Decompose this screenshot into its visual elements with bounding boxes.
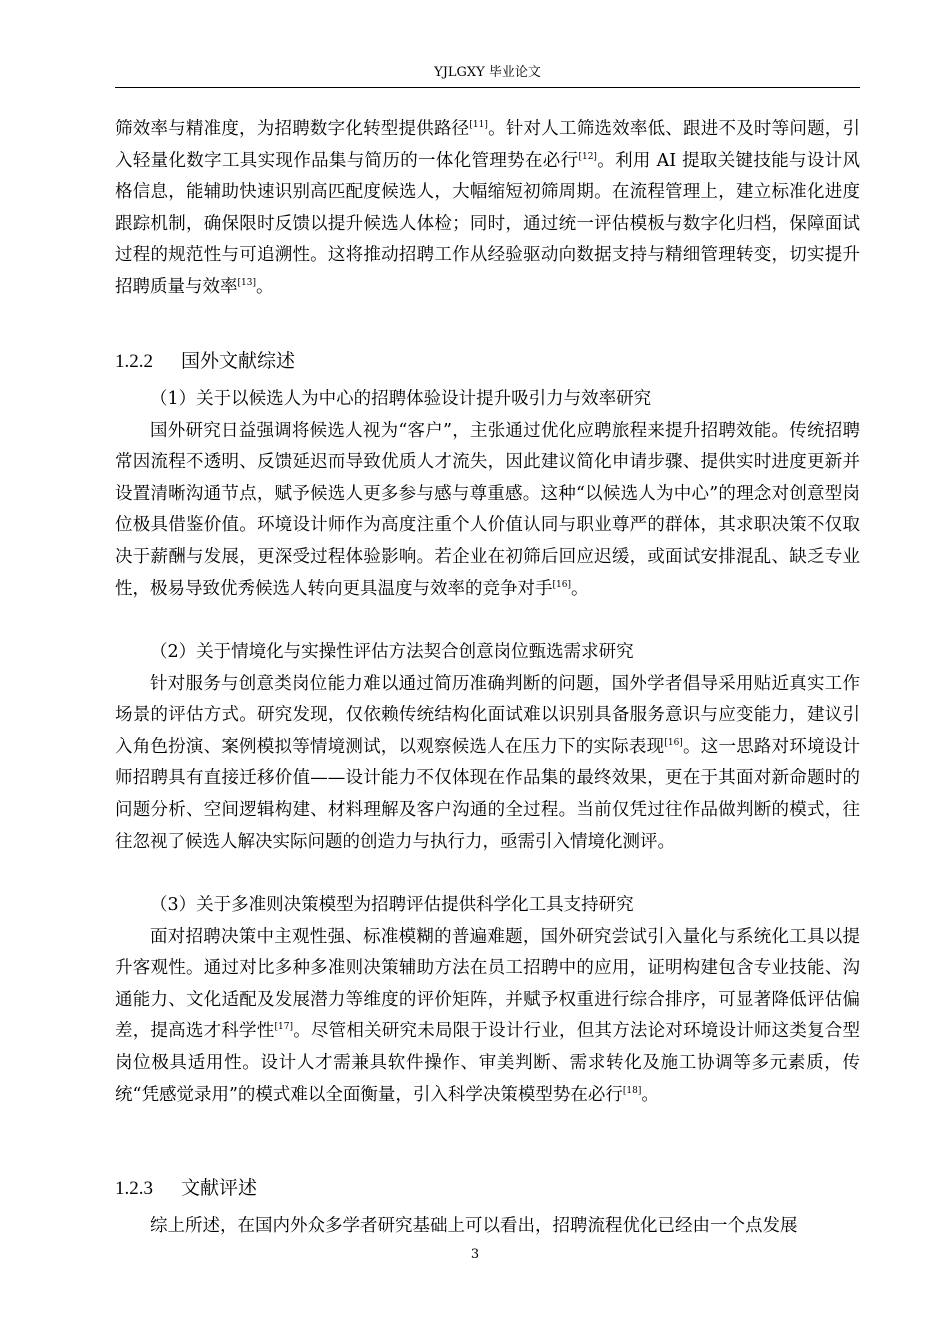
subsection-title: （2）关于情境化与实操性评估方法契合创意岗位甄选需求研究 [150, 642, 634, 662]
text-run: 。尽管相关研究未局限于设计行业，但其方法论对环境设计师这类复合型岗位极具适用性。设计人才需兼具软件操作、审美判断、需求转化及施工协调等多元素质，传统“凭感觉录用”的模式难以全面衡量，引入科学决策模型势在必行 [115, 1021, 861, 1105]
citation: [17] [274, 1022, 293, 1033]
text-run: 。 [641, 1084, 659, 1105]
text-run: 。利用 AI 提取关键技能与设计风格信息，能辅助快速识别高匹配度候选人，大幅缩短初筛周期。在流程管理上，建立标准化进度跟踪机制，确保限时反馈以提升候选人体检；同时，通过统一评估模板与数字化归档，保障面试过程的规范性与可追溯性。这将推动招聘工作从经验驱动向数据支持与精细管理转变，切实提升招聘质量与效率 [115, 150, 860, 297]
text-run: 。这一思路对环境设计师招聘具有直接迁移价值——设计能力不仅体现在作品集的最终效果，更在于其面对新命题时的问题分析、空间逻辑构建、材料理解及客户沟通的全过程。当前仅凭过往作品做判断的模式，往往忽视了候选人解决实际问题的创造力与执行力，亟需引入情境化测评。 [115, 736, 861, 852]
paragraph: 综上所述，在国内外众多学者研究基础上可以看出，招聘流程优化已经由一个点发展 [150, 1216, 798, 1236]
subsection-title: （1）关于以候选人为中心的招聘体验设计提升吸引力与效率研究 [150, 389, 652, 409]
section-heading-1-2-2 [115, 347, 860, 376]
subsection-title: （3）关于多准则决策模型为招聘评估提供科学化工具支持研究 [150, 895, 634, 915]
paragraph [115, 114, 860, 304]
text-run: 国外研究日益强调将候选人视为“客户”，主张通过优化应聘旅程来提升招聘效能。传统招聘常因流程不透明、反馈延迟而导致优质人才流失，因此建议简化申请步骤、提供实时进度更新并设置清晰沟通节点，赋予候选人更多参与感与尊重感。这种“以候选人为中心”的理念对创意型岗位极具借鉴价值。环境设计师作为高度注重个人价值认同与职业尊严的群体，其求职决策不仅取决于薪酬与发展，更深受过程体验影响。若企业在初筛后回应迟缓，或面试安排混乱、缺乏专业性，极易导致优秀候选人转向更具温度与效率的竞争对手 [115, 420, 860, 599]
section-title: 国外文献综述 [181, 350, 296, 372]
paragraph [115, 922, 860, 1112]
text-run: 筛效率与精准度，为招聘数字化转型提供路径 [115, 119, 470, 139]
page-header: YJLGXY 毕业论文 [115, 63, 860, 88]
section-number: 1.2.2 [115, 351, 153, 372]
subsection-3 [115, 890, 860, 1111]
section-title: 文献评述 [181, 1177, 258, 1199]
body-paragraph-1 [115, 114, 860, 304]
citation: [16] [552, 579, 571, 590]
subsection-2 [115, 637, 860, 858]
citation: [18] [622, 1085, 642, 1096]
section-heading-1-2-3 [115, 1174, 860, 1203]
text-run: 。 [570, 578, 589, 599]
citation: [16] [664, 737, 683, 748]
citation: [11] [469, 120, 488, 131]
text-run: 。 [255, 276, 274, 297]
text-run: 针对服务与创意类岗位能力难以通过简历准确判断的问题，国外学者倡导采用贴近真实工作场景的评估方式。研究发现，仅依赖传统结构化面试难以识别具备服务意识与应变能力，建议引入角色扮演、案例模拟等情境测试，以观察候选人在压力下的实际表现 [115, 673, 860, 757]
citation: [13] [237, 278, 256, 289]
page-number: 3 [470, 1247, 480, 1262]
subsection-1 [115, 384, 860, 605]
citation: [12] [578, 151, 597, 162]
section-number: 1.2.3 [115, 1178, 153, 1199]
paragraph [115, 669, 860, 859]
text-run: 。针对人工筛选效率低、跟进不及时等问题，引入轻量化数字工具实现作品集与简历的一体化管理势在必行 [115, 119, 861, 171]
paragraph [115, 416, 860, 606]
body-paragraph-last [115, 1211, 860, 1243]
text-run: 面对招聘决策中主观性强、标准模糊的普遍难题，国外研究尝试引入量化与系统化工具以提升客观性。通过对比多种多准则决策辅助方法在员工招聘中的应用，证明构建包含专业技能、沟通能力、文化适配及发展潜力等维度的评价矩阵，并赋予权重进行综合排序，可显著降低评估偏差，提高选才科学性 [115, 926, 860, 1042]
